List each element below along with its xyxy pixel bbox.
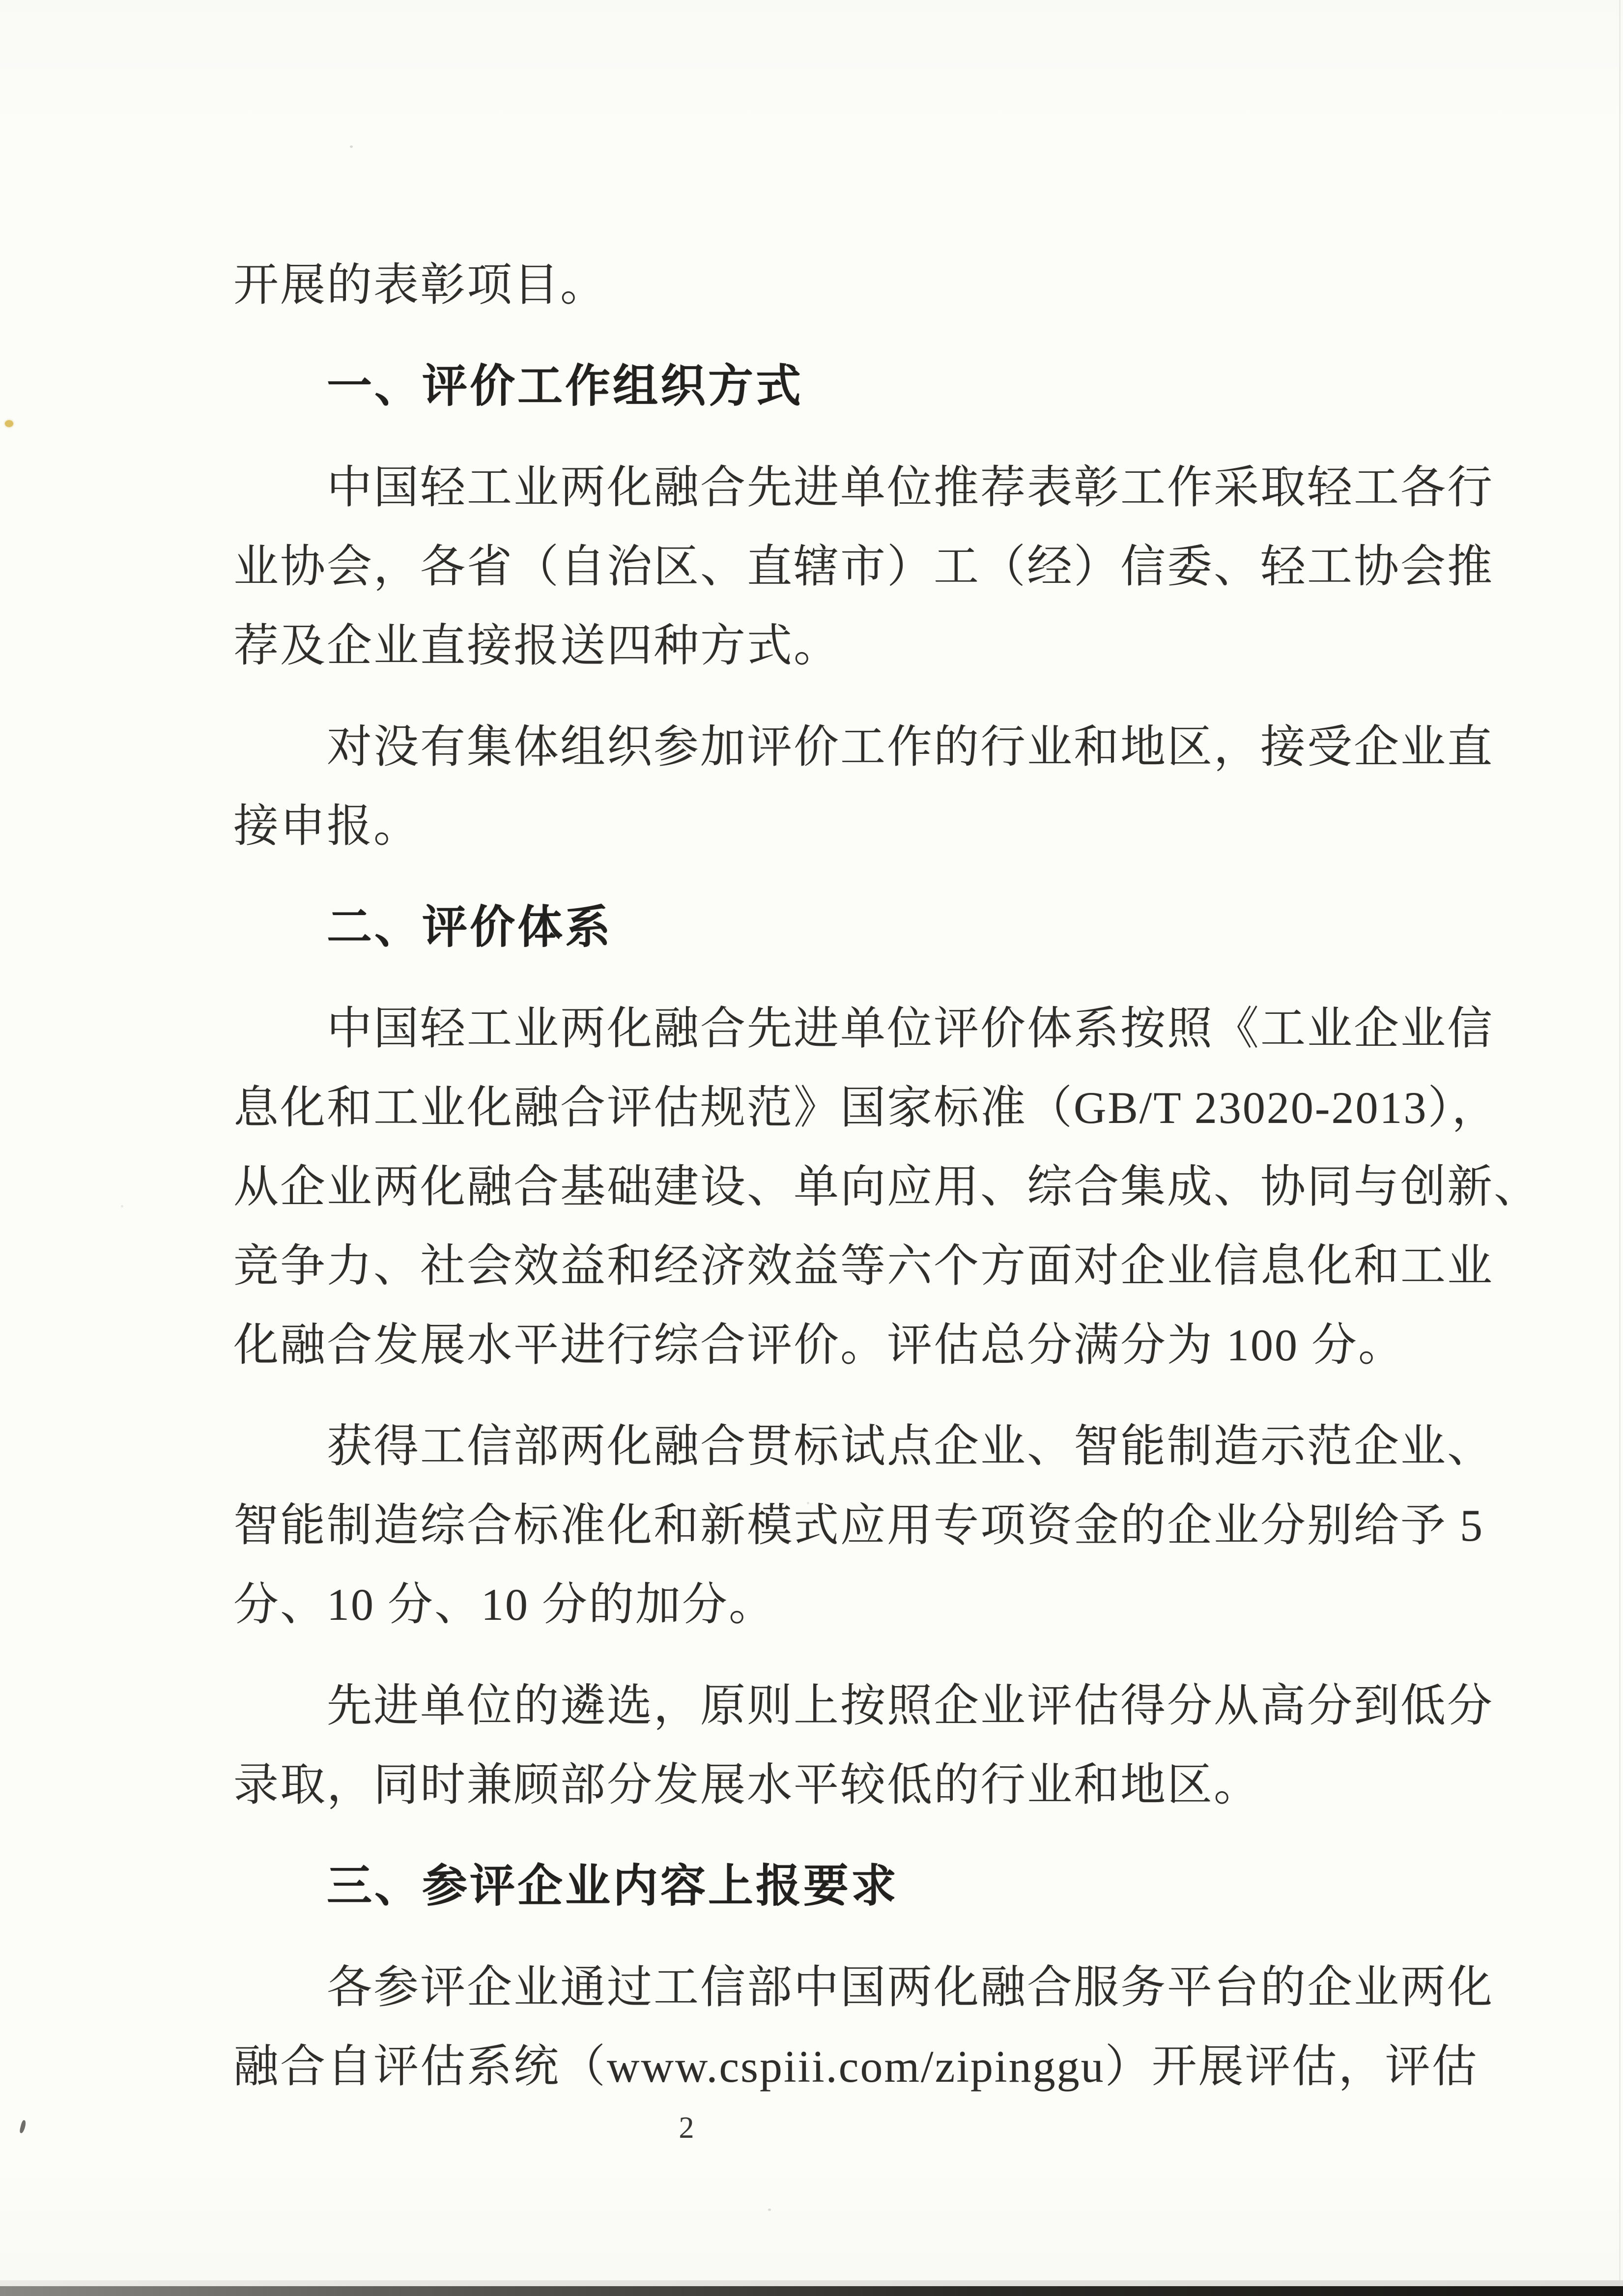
- scan-noise-dot: [807, 1502, 809, 1504]
- scan-noise-dot: [121, 1205, 123, 1207]
- scan-noise-dot: [350, 145, 353, 148]
- paragraph-line: 业协会，各省（自治区、直辖市）工（经）信委、轻工协会推: [233, 542, 1494, 592]
- paragraph-line: 录取，同时兼顾部分发展水平较低的行业和地区。: [233, 1760, 1261, 1810]
- paragraph-line: 荐及企业直接报送四种方式。: [233, 621, 841, 671]
- paragraph-line: 先进单位的遴选，原则上按照企业评估得分从高分到低分: [327, 1681, 1494, 1731]
- paragraph-line: 接申报。: [233, 801, 421, 851]
- scan-noise-dot: [1013, 473, 1016, 475]
- page-number: 2: [679, 2111, 694, 2145]
- paragraph-line: 息化和工业化融合评估规范》国家标准（GB/T 23020-2013），: [233, 1083, 1499, 1133]
- text-line: 开展的表彰项目。: [233, 260, 607, 310]
- paragraph-line: 竞争力、社会效益和经济效益等六个方面对企业信息化和工业: [233, 1241, 1494, 1291]
- paragraph-line: 从企业两化融合基础建设、单向应用、综合集成、协同与创新、: [233, 1162, 1541, 1212]
- section-heading-1: 一、评价工作组织方式: [327, 361, 804, 411]
- paragraph-line: 化融合发展水平进行综合评价。评估总分满分为 100 分。: [233, 1320, 1405, 1370]
- scan-noise-dot: [1110, 1172, 1112, 1175]
- scan-bottom-edge-light: [0, 2280, 1623, 2286]
- scan-bottom-edge-dark: [0, 2286, 1623, 2296]
- stray-pen-mark: [19, 2120, 27, 2133]
- paragraph-line: 中国轻工业两化融合先进单位推荐表彰工作采取轻工各行: [327, 462, 1494, 513]
- paragraph-line: 获得工信部两化融合贯标试点企业、智能制造示范企业、: [327, 1421, 1494, 1471]
- section-heading-2: 二、评价体系: [327, 902, 613, 952]
- paper-speck: [5, 420, 13, 427]
- paragraph-line: 分、10 分、10 分的加分。: [233, 1579, 776, 1630]
- paragraph-line: 中国轻工业两化融合先进单位评价体系按照《工业企业信: [327, 1004, 1494, 1054]
- paragraph-line: 对没有集体组织参加评价工作的行业和地区，接受企业直: [327, 722, 1494, 772]
- scan-edge-shadow: [1619, 0, 1621, 2296]
- scan-noise-dot: [768, 2209, 771, 2211]
- paragraph-line: 融合自评估系统（www.cspiii.com/zipinggu）开展评估，评估: [233, 2041, 1479, 2092]
- paragraph-line: 各参评企业通过工信部中国两化融合服务平台的企业两化: [327, 1962, 1494, 2012]
- section-heading-3: 三、参评企业内容上报要求: [327, 1861, 899, 1911]
- paragraph-line: 智能制造综合标准化和新模式应用专项资金的企业分别给予 5: [233, 1500, 1484, 1550]
